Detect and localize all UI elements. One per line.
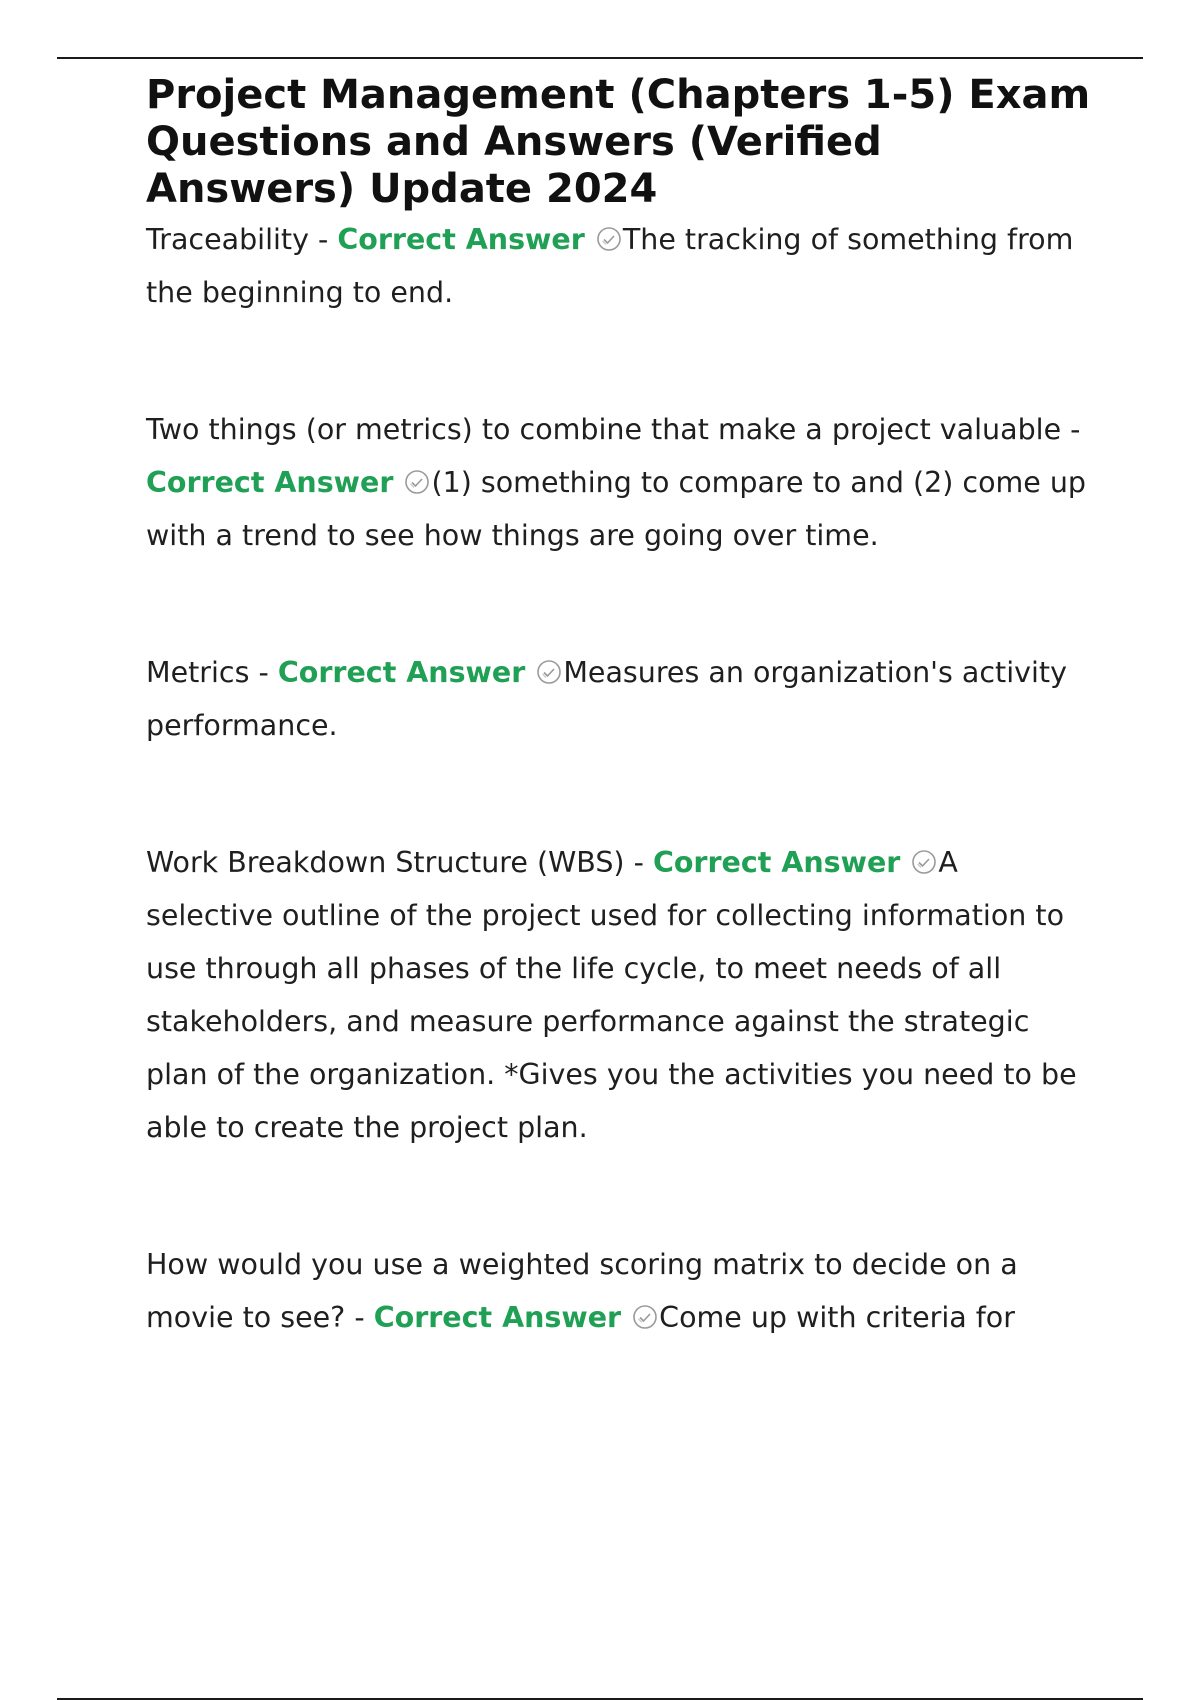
qa-item (146, 403, 1091, 562)
top-rule (57, 57, 1143, 59)
qa-item (146, 1238, 1091, 1344)
answer-label: Correct Answer (146, 466, 394, 499)
answer-text: Come up with criteria for (659, 1301, 1015, 1334)
check-circle-icon (911, 849, 937, 875)
question-text: Work Breakdown Structure (WBS) (146, 846, 625, 879)
answer-label: Correct Answer (337, 223, 585, 256)
check-circle-icon (536, 659, 562, 685)
check-circle-icon (632, 1304, 658, 1330)
document-title: Project Management (Chapters 1-5) Exam Questions and Answers (Verified Answers) Update 2024 (146, 72, 1091, 212)
separator: - (1061, 413, 1081, 446)
separator: - (308, 223, 338, 256)
qa-item (146, 646, 1091, 752)
check-circle-icon (404, 469, 430, 495)
answer-label: Correct Answer (652, 846, 901, 879)
qa-item (146, 836, 1091, 1154)
question-text: Two things (or metrics) to combine that make a project valuable (146, 413, 1062, 446)
separator: - (624, 846, 653, 879)
question-text: Metrics (146, 656, 250, 689)
check-circle-icon (596, 226, 622, 252)
answer-text: (1) something to compare to and (2) come up with a trend to see how things are going over time. (146, 466, 1087, 552)
answer-text: Measures an organization's activity performance. (146, 656, 1067, 742)
answer-text: A selective outline of the project used for collecting information to use through all phases of the life cycle, to meet needs of all stakeholders, and measure performance against the strategic plan of the organization. *Gives you the activities you need to be able to create the project plan. (146, 846, 1077, 1144)
separator: - (249, 656, 278, 689)
separator: - (345, 1301, 374, 1334)
qa-item (146, 213, 1091, 319)
answer-label: Correct Answer (373, 1301, 622, 1334)
question-text: Traceability (146, 223, 309, 256)
question-text: How would you use a weighted scoring matrix to decide on a movie to see? (146, 1248, 1018, 1334)
answer-text: The tracking of something from the beginning to end. (146, 223, 1074, 309)
document-body (146, 72, 1091, 1344)
answer-label: Correct Answer (277, 656, 526, 689)
